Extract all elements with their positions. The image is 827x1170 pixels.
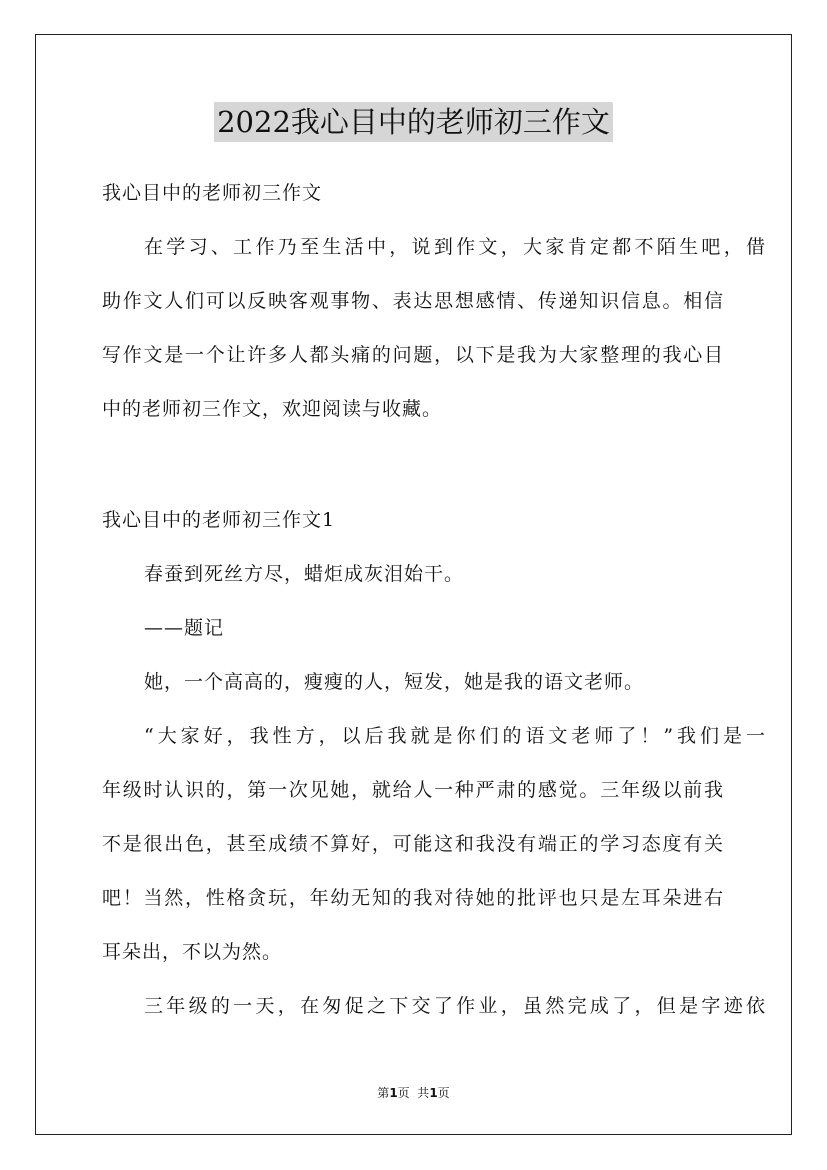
footer-prefix: 第 xyxy=(377,1086,390,1100)
paragraph-2-line-4: 吧！当然，性格贪玩，年幼无知的我对待她的批评也只是左耳朵进右 xyxy=(102,887,724,909)
paragraph-1: 她，一个高高的，瘦瘦的人，短发，她是我的语文老师。 xyxy=(144,671,645,693)
paragraph-2-line-2: 年级时认识的，第一次见她，就给人一种严肃的感觉。三年级以前我 xyxy=(102,779,724,801)
poem-line: 春蚕到死丝方尽，蜡炬成灰泪始干。 xyxy=(144,563,465,585)
intro-line-2: 助作文人们可以反映客观事物、表达思想感情、传递知识信息。相信 xyxy=(102,290,724,312)
section-heading: 我心目中的老师初三作文1 xyxy=(102,509,336,531)
paragraph-2-line-1: “大家好，我性方，以后我就是你们的语文老师了！”我们是一 xyxy=(144,725,766,747)
subtitle: 我心目中的老师初三作文 xyxy=(102,182,323,204)
footer-page-number: 1 xyxy=(389,1086,398,1100)
document-title: 2022我心目中的老师初三作文 xyxy=(214,102,613,142)
title-container xyxy=(0,102,827,142)
footer-suffix: 页 xyxy=(437,1086,450,1100)
intro-line-4: 中的老师初三作文，欢迎阅读与收藏。 xyxy=(102,398,443,420)
page-footer xyxy=(0,1085,827,1101)
epigraph: ——题记 xyxy=(144,617,225,639)
paragraph-2-line-3: 不是很出色，甚至成绩不算好，可能这和我没有端正的学习态度有关 xyxy=(102,833,724,855)
intro-line-3: 写作文是一个让许多人都头痛的问题，以下是我为大家整理的我心目 xyxy=(102,344,724,366)
paragraph-3-line-1: 三年级的一天，在匆促之下交了作业，虽然完成了，但是字迹依 xyxy=(144,995,766,1017)
footer-mid: 页 共 xyxy=(397,1086,430,1100)
paragraph-2-line-5: 耳朵出，不以为然。 xyxy=(102,941,283,963)
intro-line-1: 在学习、工作乃至生活中，说到作文，大家肯定都不陌生吧，借 xyxy=(144,236,766,258)
footer-page-total: 1 xyxy=(429,1086,438,1100)
